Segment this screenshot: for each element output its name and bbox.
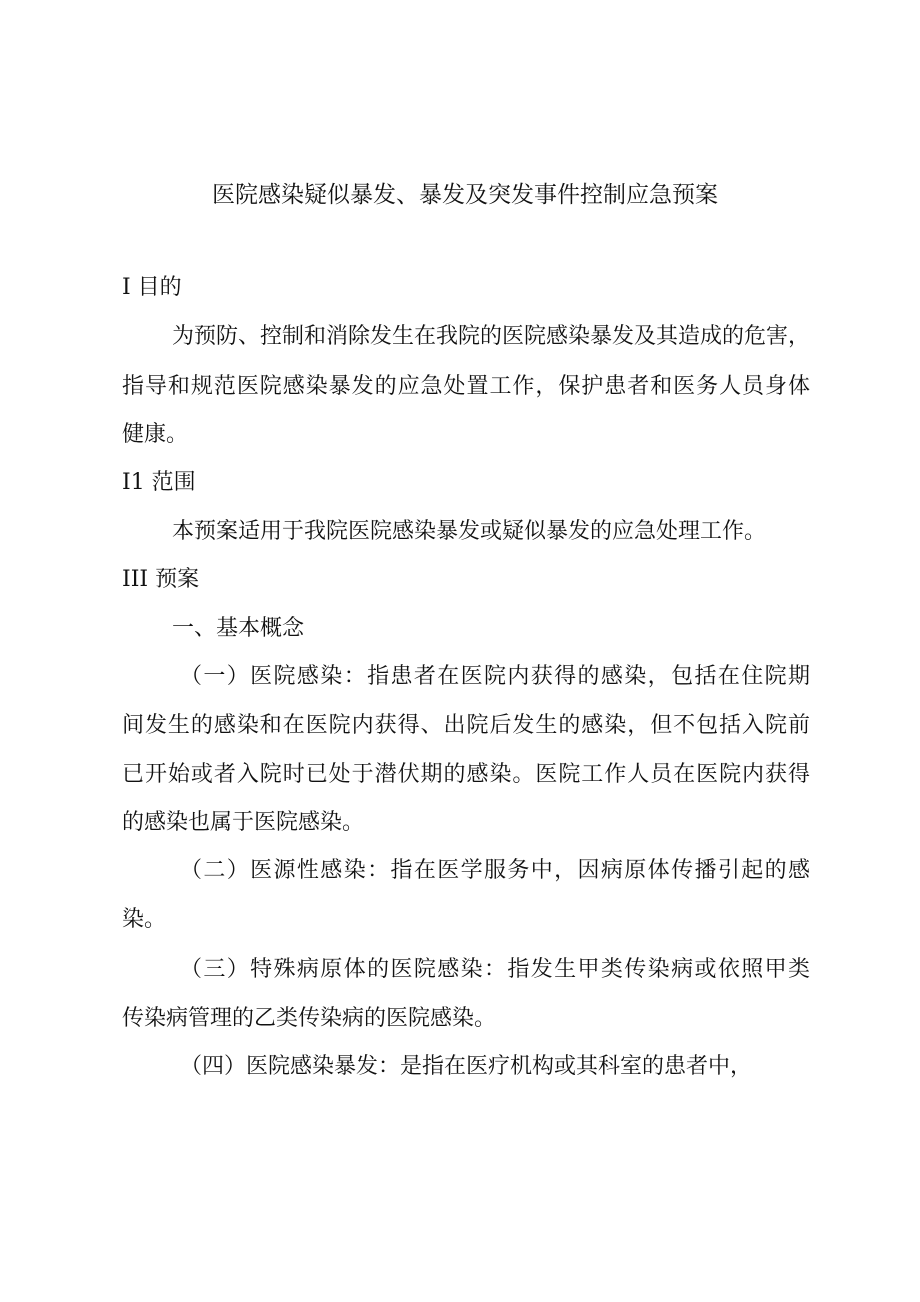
subheading-basic-concepts: 一、基本概念 <box>172 616 305 641</box>
section-heading-plan: III 预案 <box>122 567 200 592</box>
paragraph-line: 的感染也属于医院感染。 <box>122 810 365 835</box>
paragraph-line: 传染病管理的乙类传染病的医院感染。 <box>122 1006 497 1031</box>
paragraph-line: 间发生的感染和在医院内获得、出院后发生的感染，但不包括入院前 <box>122 713 810 738</box>
paragraph-line: （一）医院感染：指患者在医院内获得的感染，包括在住院期 <box>180 664 810 689</box>
section-heading-purpose: I 目的 <box>122 275 182 300</box>
paragraph-line: 本预案适用于我院医院感染暴发或疑似暴发的应急处理工作。 <box>172 519 767 544</box>
paragraph-line: 已开始或者入院时已处于潜伏期的感染。医院工作人员在医院内获得 <box>122 762 810 787</box>
paragraph-line: （二）医源性感染：指在医学服务中，因病原体传播引起的感 <box>180 858 810 883</box>
section-heading-scope: I1 范围 <box>122 470 196 495</box>
paragraph-line: 指导和规范医院感染暴发的应急处置工作，保护患者和医务人员身体 <box>122 374 810 399</box>
paragraph-line: （四）医院感染暴发：是指在医疗机构或其科室的患者中， <box>180 1054 753 1079</box>
document-title: 医院感染疑似暴发、暴发及突发事件控制应急预案 <box>212 182 718 208</box>
paragraph-line: 健康。 <box>122 422 189 447</box>
paragraph-line: 为预防、控制和消除发生在我院的医院感染暴发及其造成的危害， <box>172 324 811 349</box>
paragraph-line: 染。 <box>122 907 167 932</box>
paragraph-line: （三）特殊病原体的医院感染：指发生甲类传染病或依照甲类 <box>180 957 810 982</box>
